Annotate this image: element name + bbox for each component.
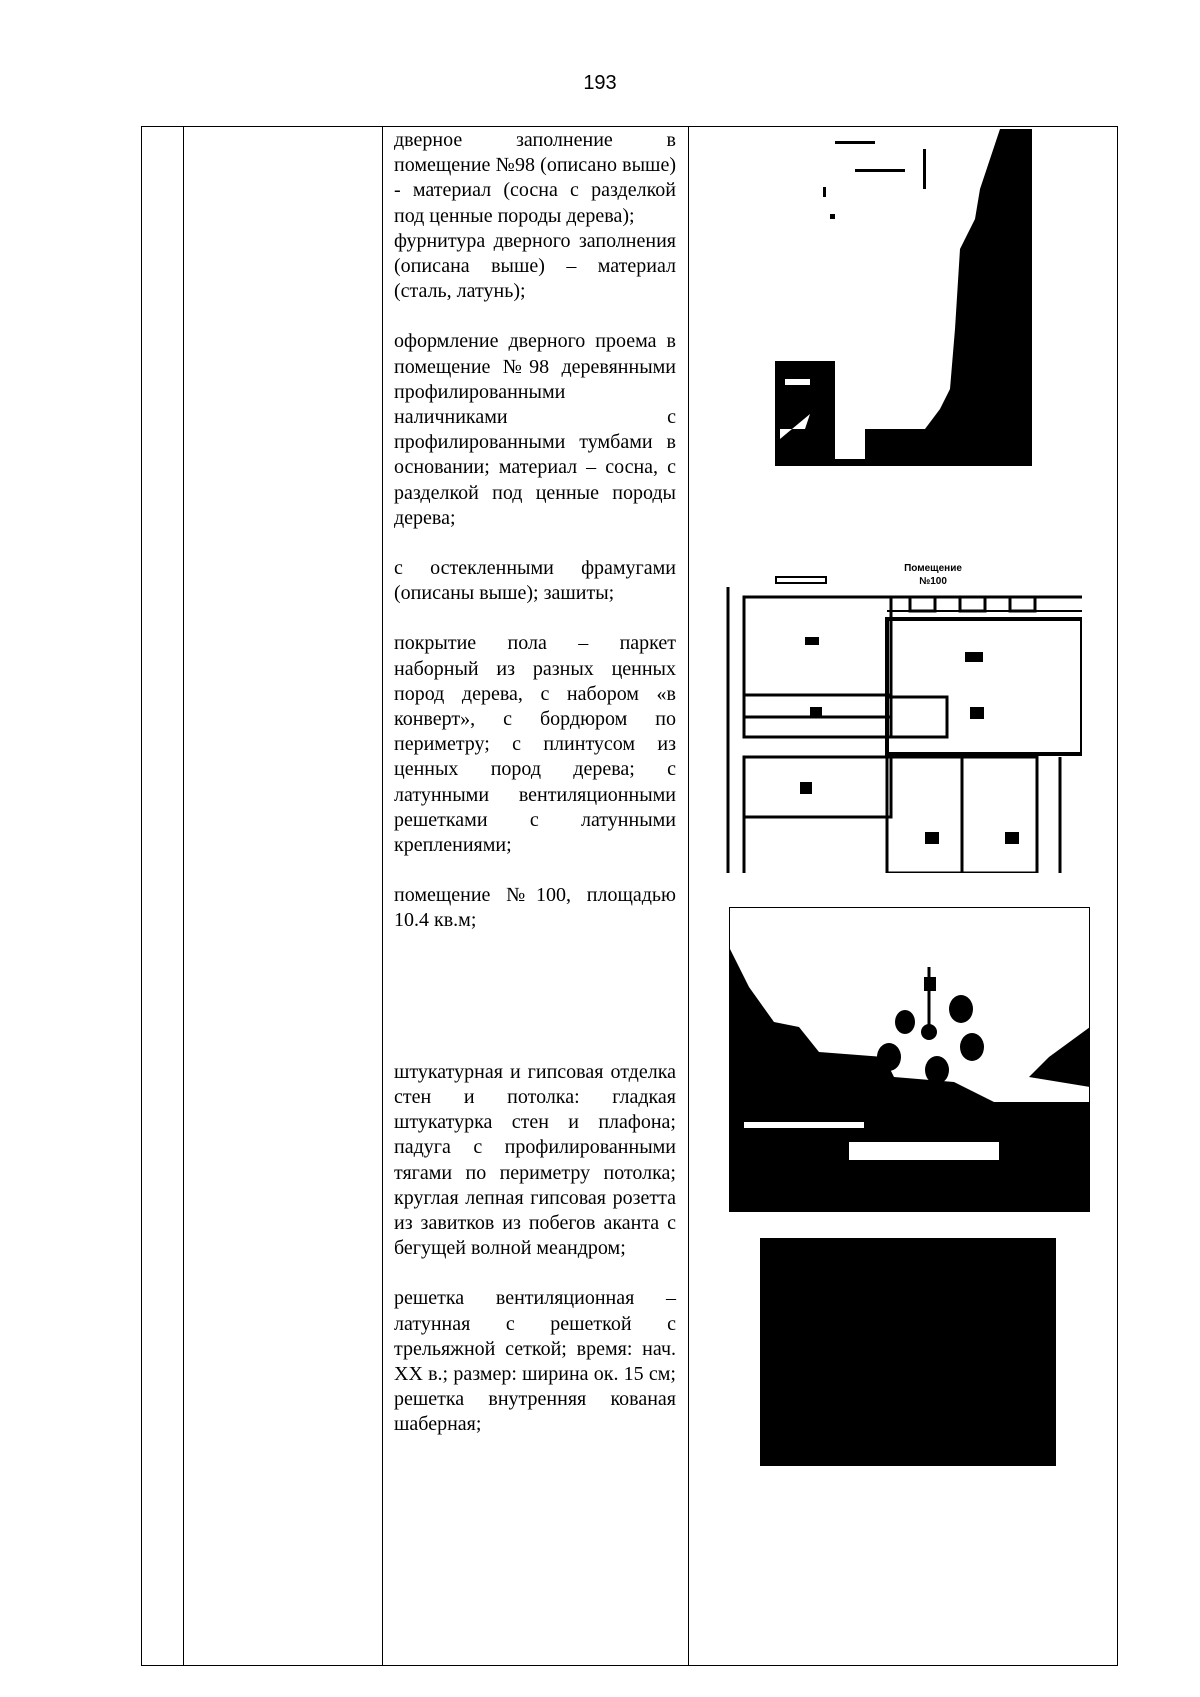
transom-paragraph: с остекленными фрамугами (описаны выше); зашиты; [394, 557, 676, 605]
floor-plan-room-number: №100 [919, 576, 947, 587]
door-photo [775, 129, 1032, 466]
ventilation-grille-photo [760, 1238, 1056, 1466]
table-column-divider-3 [688, 126, 689, 1666]
door-filling-paragraph: дверное заполнение в помещение №98 (описано выше) - материал (сосна с разделкой под ценные породы дерева); фурнитура дверного заполнения (описана выше) – материал (сталь, латунь); [394, 129, 676, 303]
ventilation-grille-paragraph: решетка вентиляционная – латунная с решеткой с трельяжной сеткой; время: нач. XX в.; размер: ширина ок. 15 см; решетка внутренняя кованая шаберная; [394, 1287, 676, 1436]
room-100-paragraph: помещение №100, площадью 10.4 кв.м; [394, 884, 676, 932]
plaster-finish-paragraph: штукатурная и гипсовая отделка стен и потолка: гладкая штукатурка стен и плафона; падуга с профилированными тягами по периметру потолка; круглая лепная гипсовая розетта из завитков из побегов аканта с бегущей волной меандром; [394, 1060, 676, 1260]
floor-plan-image [720, 557, 1082, 873]
ceiling-chandelier-photo [729, 907, 1090, 1212]
table-column-divider-2 [382, 126, 383, 1666]
page-number: 193 [583, 72, 617, 94]
floor-covering-paragraph: покрытие пола – паркет наборный из разных ценных пород дерева, с набором «в конверт», с бордюром по периметру; с плинтусом из ценных пород дерева; с латунными вентиляционными решетками с латунными креплениями; [394, 632, 676, 857]
description-column [394, 128, 676, 1438]
door-opening-paragraph: оформление дверного проема в помещение №98 деревянными профилированными наличниками с профилированными тумбами в основании; материал – сосна, с разделкой под ценные породы дерева; [394, 330, 676, 529]
floor-plan-room-label: Помещение [904, 563, 962, 574]
table-column-divider-1 [183, 126, 184, 1666]
